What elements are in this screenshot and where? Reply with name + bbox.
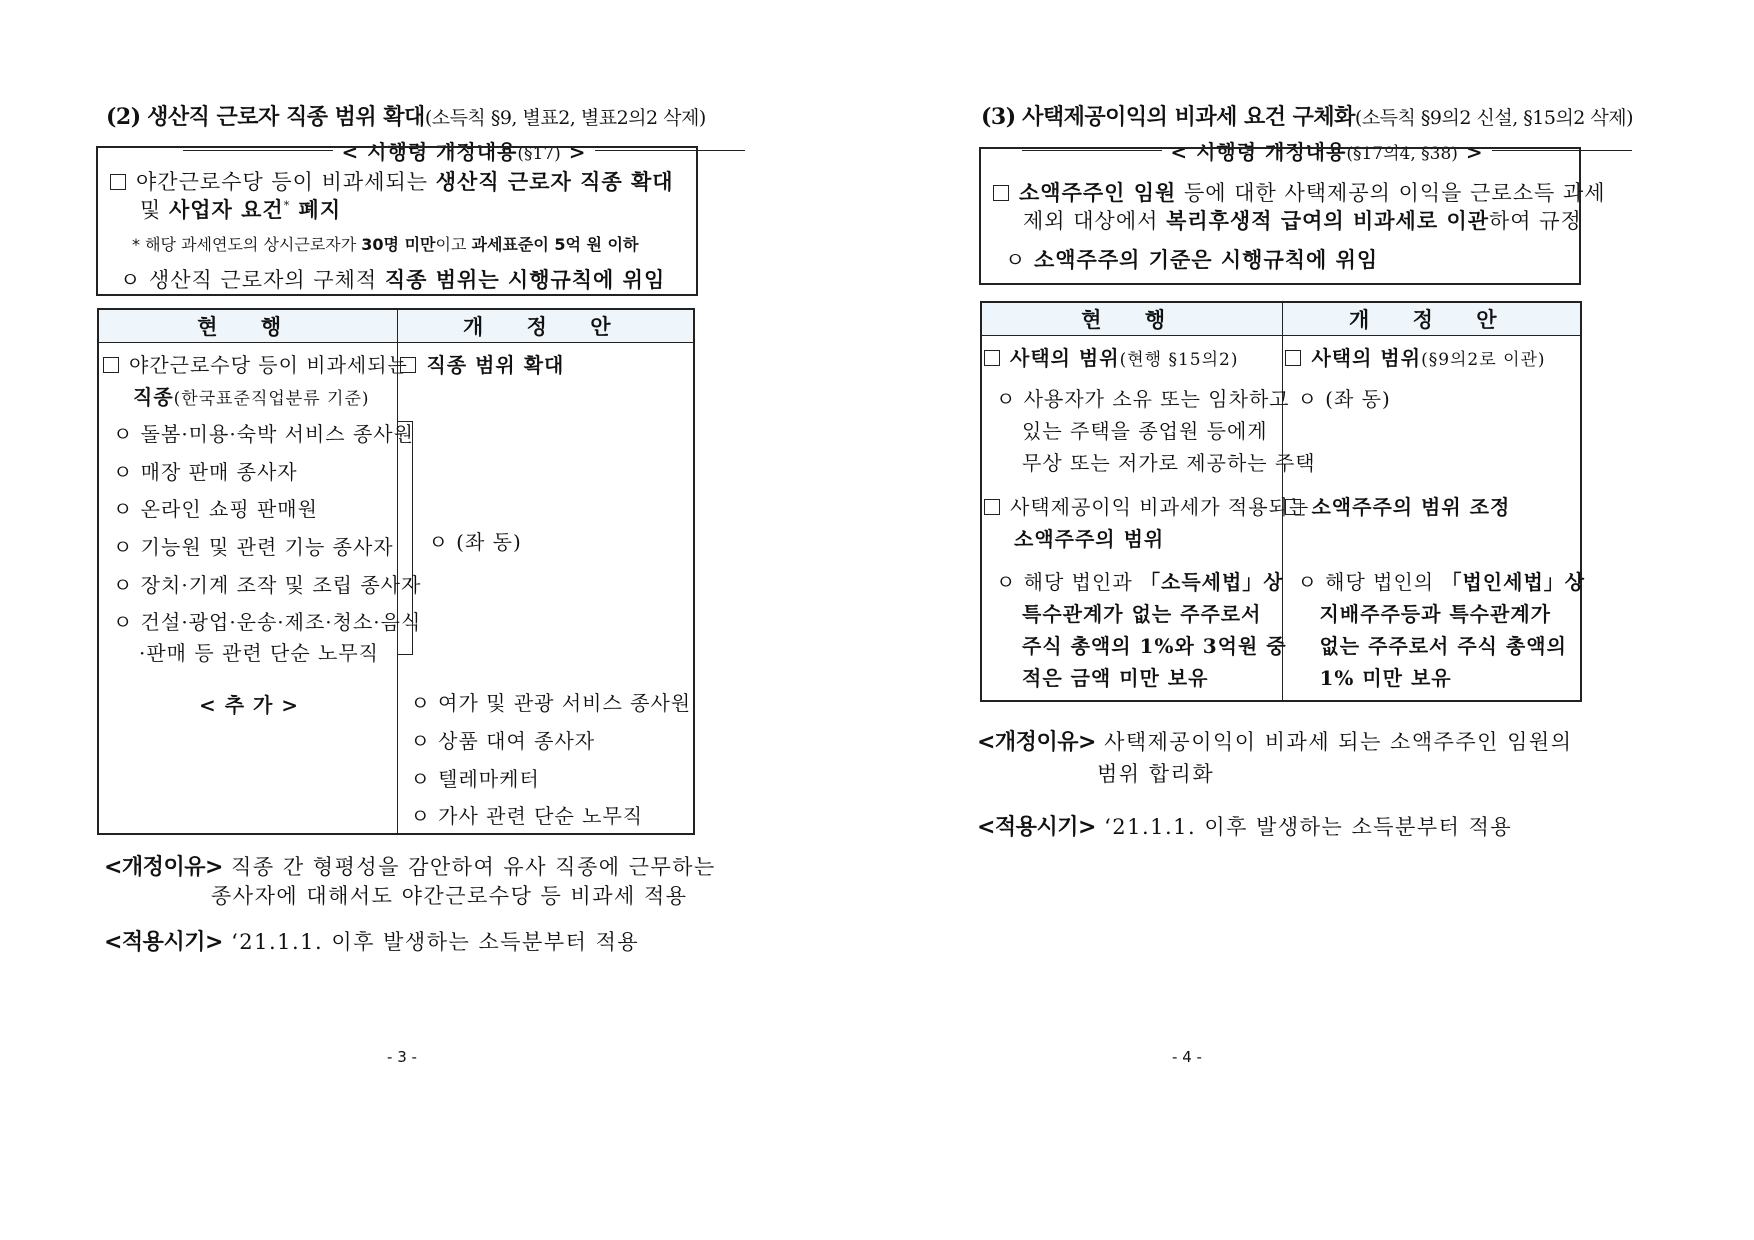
current-head-2b	[1014, 523, 1164, 552]
list-item-continuation: 있는 주택을 종업원 등에게	[1022, 419, 1268, 443]
heading-reference: (소득칙 §9의2 신설, §15의2 삭제)	[1354, 107, 1634, 129]
subtitle-text: < 시행령 개정내용	[341, 140, 518, 164]
checkbox-square-icon	[400, 357, 416, 373]
summary-bullet	[120, 264, 665, 294]
column-header-current: 현 행	[981, 302, 1283, 336]
bold-text: 소액주주의 범위 조정	[1311, 495, 1511, 519]
bold-text: 직종 범위 확대	[426, 353, 565, 377]
text: 사택제공이익이 비과세 되는 소액주주인 임원의	[1104, 730, 1573, 754]
current-head-2	[133, 381, 370, 410]
comparison-table	[97, 308, 695, 835]
same-as-left: ㅇ (좌 동)	[1297, 387, 1391, 411]
list-item-continuation: 특수관계가 없는 주주로서	[1022, 602, 1262, 626]
page-4	[977, 0, 1707, 1240]
heading-number: (3)	[981, 104, 1016, 130]
heading-number: (2)	[106, 104, 141, 130]
page-3	[104, 0, 824, 1240]
summary-bullet	[1005, 244, 1378, 274]
bold-text: 「법인세법」상	[1441, 570, 1586, 594]
list-item	[1297, 566, 1585, 595]
text: 및	[140, 198, 169, 222]
reason-label: <개정이유>	[104, 855, 223, 880]
current-head-1	[984, 342, 1238, 371]
list-item: ㅇ 가사 관련 단순 노무직	[410, 804, 644, 828]
reason-line-1	[977, 725, 1573, 756]
bold-text: 소액주주인 임원	[1019, 180, 1177, 205]
page-number: - 4 -	[1172, 1048, 1202, 1066]
text: 하여 규정	[1489, 209, 1582, 233]
bold-text: 과세표준이 5억 원 이하	[471, 235, 639, 254]
summary-line-2	[1023, 205, 1582, 235]
heading-title: 사택제공이익의 비과세 요건 구체화	[1022, 104, 1355, 130]
checkbox-square-icon	[1285, 350, 1301, 366]
text: ‘21.1.1. 이후 발생하는 소득분부터 적용	[231, 930, 640, 954]
text: 제외 대상에서	[1023, 209, 1167, 233]
text: (한국표준직업분류 기준)	[173, 389, 370, 409]
text: 사택제공이익 비과세가 적용되는	[1010, 495, 1310, 519]
add-label: < 추 가 >	[198, 693, 300, 717]
text: ㅇ 생산직 근로자의 구체적	[120, 268, 385, 292]
reason-line-2: 범위 합리화	[1097, 762, 1215, 786]
text: (§9의2로 이관)	[1421, 350, 1546, 370]
summary-footnote	[132, 232, 638, 255]
text: 야간근로수당 등이 비과세되는	[129, 353, 408, 377]
checkbox-square-icon	[110, 174, 126, 190]
list-item-continuation: 없는 주주로서 주식 총액의	[1319, 634, 1567, 658]
text: ‘21.1.1. 이후 발생하는 소득분부터 적용	[1104, 815, 1513, 839]
bold-text: 직종 범위는 시행규칙에 위임	[384, 267, 666, 292]
text: ㅇ	[1005, 248, 1034, 272]
bold-text: 폐지	[290, 197, 342, 222]
bold-text: 생산직 근로자 직종 확대	[435, 169, 674, 194]
list-item: ㅇ 사용자가 소유 또는 임차하고	[996, 387, 1290, 411]
text: 야간근로수당 등이 비과세되는	[136, 170, 436, 194]
bold-text: 사택의 범위	[1010, 346, 1120, 370]
text: * 해당 과세연도의 상시근로자가	[132, 235, 362, 254]
subtitle-text: < 시행령 개정내용	[1170, 140, 1347, 164]
text: ㅇ 해당 법인의	[1297, 570, 1442, 594]
checkbox-square-icon	[993, 185, 1009, 201]
subtitle-close: >	[568, 140, 587, 164]
list-item: ㅇ 돌봄·미용·숙박 서비스 종사원	[113, 422, 414, 446]
section-heading	[981, 100, 1633, 131]
list-item-continuation: 무상 또는 저가로 제공하는 주택	[1022, 451, 1316, 475]
proposed-column	[1283, 336, 1586, 702]
list-item-continuation: ·판매 등 관련 단순 노무직	[139, 641, 379, 665]
heading-title: 생산직 근로자 직종 범위 확대	[147, 104, 425, 130]
bold-text: 직종	[133, 385, 174, 409]
bold-text: 30명 미만	[361, 235, 436, 254]
current-column	[981, 336, 1316, 702]
footnote-marker: *	[283, 199, 291, 212]
list-item: ㅇ 온라인 쇼핑 판매원	[113, 497, 318, 521]
same-as-left: ㅇ (좌 동)	[428, 530, 522, 554]
list-item: ㅇ 기능원 및 관련 기능 종사자	[113, 535, 394, 559]
bold-text: 소액주주의 범위	[1014, 527, 1165, 551]
summary-line-2	[140, 194, 341, 224]
bold-text: 사택의 범위	[1311, 346, 1422, 370]
list-item-continuation: 주식 총액의 1%와 3억원 중	[1022, 634, 1287, 658]
summary-line-1	[110, 166, 674, 196]
subtitle-ref: (§17)	[517, 144, 561, 164]
bold-text: 「소득세법」상	[1140, 570, 1284, 594]
apply-line	[977, 810, 1512, 841]
reason-label: <개정이유>	[977, 730, 1096, 755]
current-head-2	[984, 491, 1309, 520]
list-item: ㅇ 매장 판매 종사자	[113, 460, 298, 484]
bold-text: 소액주주의 기준은 시행규칙에 위임	[1033, 247, 1379, 272]
section-heading	[106, 100, 706, 131]
bracket-divider	[398, 421, 413, 655]
subtitle-ref: (§17의4, §38)	[1346, 144, 1458, 164]
apply-label: <적용시기>	[104, 930, 223, 955]
list-item-continuation: 적은 금액 미만 보유	[1022, 666, 1209, 690]
list-item: ㅇ 상품 대여 종사자	[410, 729, 596, 753]
text: 등에 대한 사택제공의 이익을 근로소득 과세	[1176, 181, 1606, 205]
list-item: ㅇ 텔레마케터	[410, 767, 540, 791]
text: 이고	[435, 235, 472, 254]
proposed-head-2	[1285, 491, 1510, 520]
summary-line-1	[993, 177, 1606, 207]
reason-line-1	[104, 850, 716, 881]
apply-line	[104, 925, 639, 956]
text: (현행 §15의2)	[1119, 350, 1239, 370]
proposed-column	[398, 343, 694, 835]
apply-label: <적용시기>	[977, 815, 1096, 840]
list-item: ㅇ 건설·광업·운송·제조·청소·음식	[113, 610, 422, 634]
amendment-summary-box	[979, 147, 1606, 285]
list-item	[996, 566, 1284, 595]
current-head	[103, 349, 408, 378]
checkbox-square-icon	[984, 499, 1000, 515]
bold-text: 복리후생적 급여의 비과세로 이관	[1166, 208, 1490, 233]
reason-line-2: 종사자에 대해서도 야간근로수당 등 비과세 적용	[211, 884, 688, 908]
list-item: ㅇ 여가 및 관광 서비스 종사원	[410, 691, 692, 715]
list-item-continuation: 1% 미만 보유	[1319, 666, 1452, 690]
checkbox-square-icon	[984, 350, 1000, 366]
bold-text: 사업자 요건	[168, 197, 284, 222]
column-header-proposed: 개 정 안	[398, 309, 694, 343]
column-header-proposed: 개 정 안	[1283, 302, 1581, 336]
checkbox-square-icon	[103, 357, 119, 373]
page-number: - 3 -	[387, 1048, 417, 1066]
proposed-head	[400, 349, 564, 378]
text: 직종 간 형평성을 감안하여 유사 직종에 근무하는	[231, 855, 716, 879]
amendment-summary-box	[96, 146, 698, 296]
checkbox-square-icon	[1285, 499, 1301, 515]
heading-reference: (소득칙 §9, 별표2, 별표2의2 삭제)	[424, 107, 706, 129]
comparison-table	[980, 301, 1586, 702]
list-item: ㅇ 장치·기계 조작 및 조립 종사자	[113, 573, 422, 597]
column-header-current: 현 행	[98, 309, 398, 343]
subtitle-close: >	[1465, 140, 1484, 164]
text: ㅇ 해당 법인과	[996, 570, 1140, 594]
list-item-continuation: 지배주주등과 특수관계가	[1319, 602, 1551, 626]
current-column	[98, 343, 422, 835]
proposed-head-1	[1285, 342, 1545, 371]
